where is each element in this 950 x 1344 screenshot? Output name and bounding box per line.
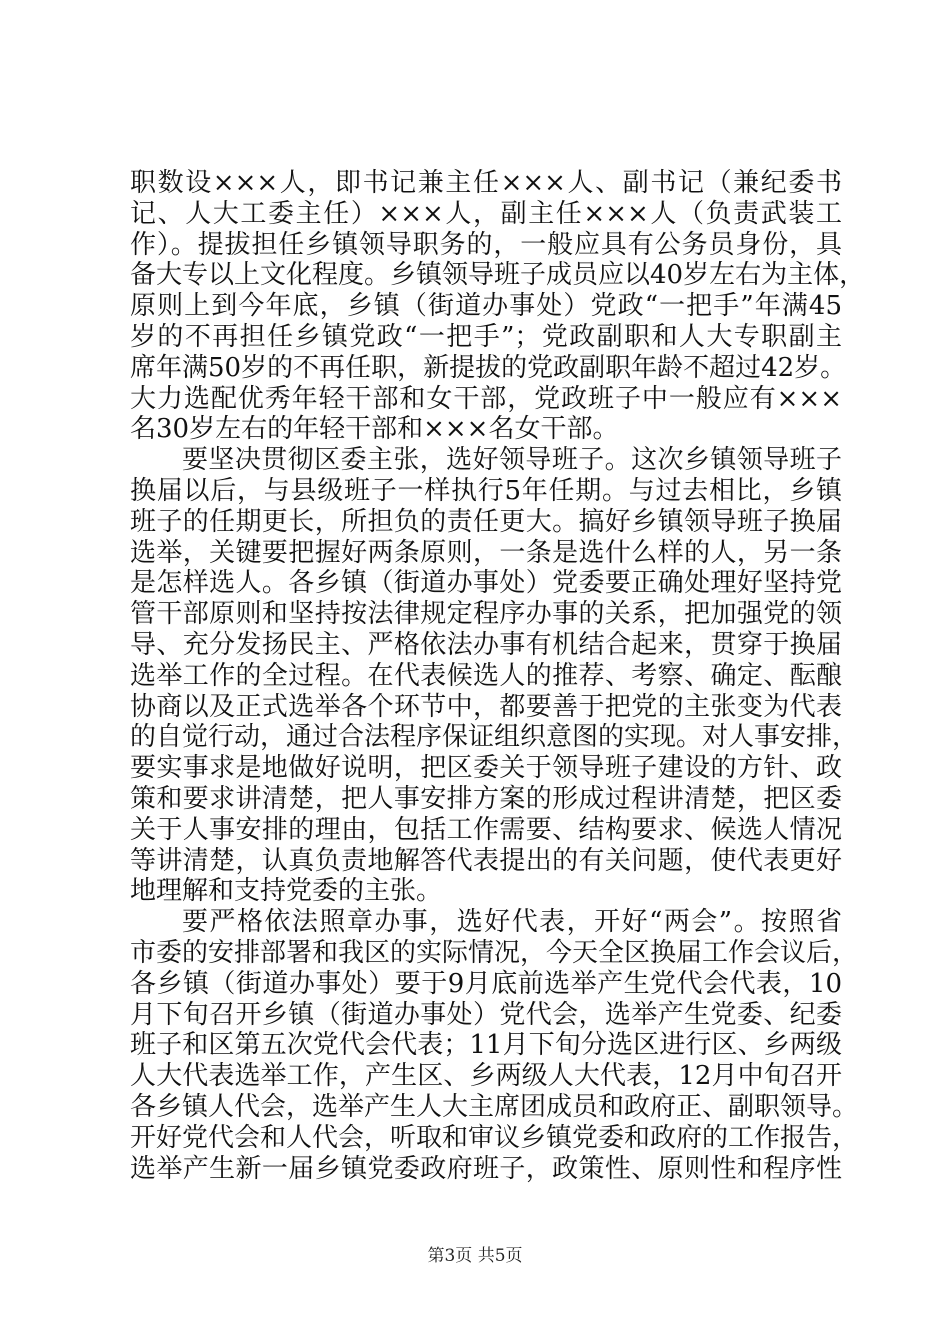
text-line: 协商以及正式选举各个环节中，都要善于把党的主张变为代表 <box>130 691 842 722</box>
text-line: 是怎样选人。各乡镇（街道办事处）党委要正确处理好坚持党 <box>130 568 842 599</box>
page-number-label: 第3页 共5页 <box>427 1246 523 1266</box>
text-line: 选举，关键要把握好两条原则，一条是选什么样的人，另一条 <box>130 537 842 568</box>
text-line: 导、充分发扬民主、严格依法办事有机结合起来，贯穿于换届 <box>130 629 842 660</box>
text-line: 的自觉行动，通过合法程序保证组织意图的实现。对人事安排， <box>130 722 859 753</box>
text-line: 各乡镇人代会，选举产生人大主席团成员和政府正、副职领导。 <box>130 1091 859 1122</box>
text-line: 地理解和支持党委的主张。 <box>130 876 443 907</box>
text-line: 记、人大工委主任）×××人，副主任×××人（负责武装工 <box>130 198 842 229</box>
text-line: 名30岁左右的年轻干部和×××名女干部。 <box>130 414 619 445</box>
paragraph-first-line: 要严格依法照章办事，选好代表，开好“两会”。按照省 <box>182 907 842 938</box>
text-line: 市委的安排部署和我区的实际情况，今天全区换届工作会议后， <box>130 937 859 968</box>
text-line: 各乡镇（街道办事处）要于9月底前选举产生党代会代表，10 <box>130 968 842 999</box>
text-line: 班子和区第五次党代会代表；11月下旬分选区进行区、乡两级 <box>130 1030 842 1061</box>
text-line: 席年满50岁的不再任职，新提拔的党政副职年龄不超过42岁。 <box>130 352 847 383</box>
text-line: 人大代表选举工作，产生区、乡两级人大代表，12月中旬召开 <box>130 1061 842 1092</box>
text-line: 职数设×××人，即书记兼主任×××人、副书记（兼纪委书 <box>130 168 842 198</box>
body-text <box>130 168 866 1184</box>
text-line: 作）。提拔担任乡镇领导职务的，一般应具有公务员身份，具 <box>130 229 842 260</box>
text-line: 策和要求讲清楚，把人事安排方案的形成过程讲清楚，把区委 <box>130 783 842 814</box>
text-line: 换届以后，与县级班子一样执行5年任期。与过去相比，乡镇 <box>130 475 842 506</box>
text-line: 管干部原则和坚持按法律规定程序办事的关系，把加强党的领 <box>130 599 842 630</box>
text-line: 要实事求是地做好说明，把区委关于领导班子建设的方针、政 <box>130 753 842 784</box>
paragraph-first-line: 要坚决贯彻区委主张，选好领导班子。这次乡镇领导班子 <box>182 445 842 476</box>
text-line: 开好党代会和人代会，听取和审议乡镇党委和政府的工作报告， <box>130 1122 859 1153</box>
text-line: 选举工作的全过程。在代表候选人的推荐、考察、确定、酝酿 <box>130 660 842 691</box>
text-line: 原则上到今年底，乡镇（街道办事处）党政“一把手”年满45 <box>130 291 842 322</box>
text-line: 岁的不再担任乡镇党政“一把手”；党政副职和人大专职副主 <box>130 321 842 352</box>
text-line: 等讲清楚，认真负责地解答代表提出的有关问题，使代表更好 <box>130 845 842 876</box>
page-footer <box>0 1245 950 1267</box>
text-line: 月下旬召开乡镇（街道办事处）党代会，选举产生党委、纪委 <box>130 999 842 1030</box>
text-line: 大力选配优秀年轻干部和女干部，党政班子中一般应有××× <box>130 383 842 414</box>
text-line: 班子的任期更长，所担负的责任更大。搞好乡镇领导班子换届 <box>130 506 842 537</box>
text-line: 备大专以上文化程度。乡镇领导班子成员应以40岁左右为主体， <box>130 260 866 291</box>
text-line: 选举产生新一届乡镇党委政府班子，政策性、原则性和程序性 <box>130 1153 842 1184</box>
text-line: 关于人事安排的理由，包括工作需要、结构要求、候选人情况 <box>130 814 842 845</box>
